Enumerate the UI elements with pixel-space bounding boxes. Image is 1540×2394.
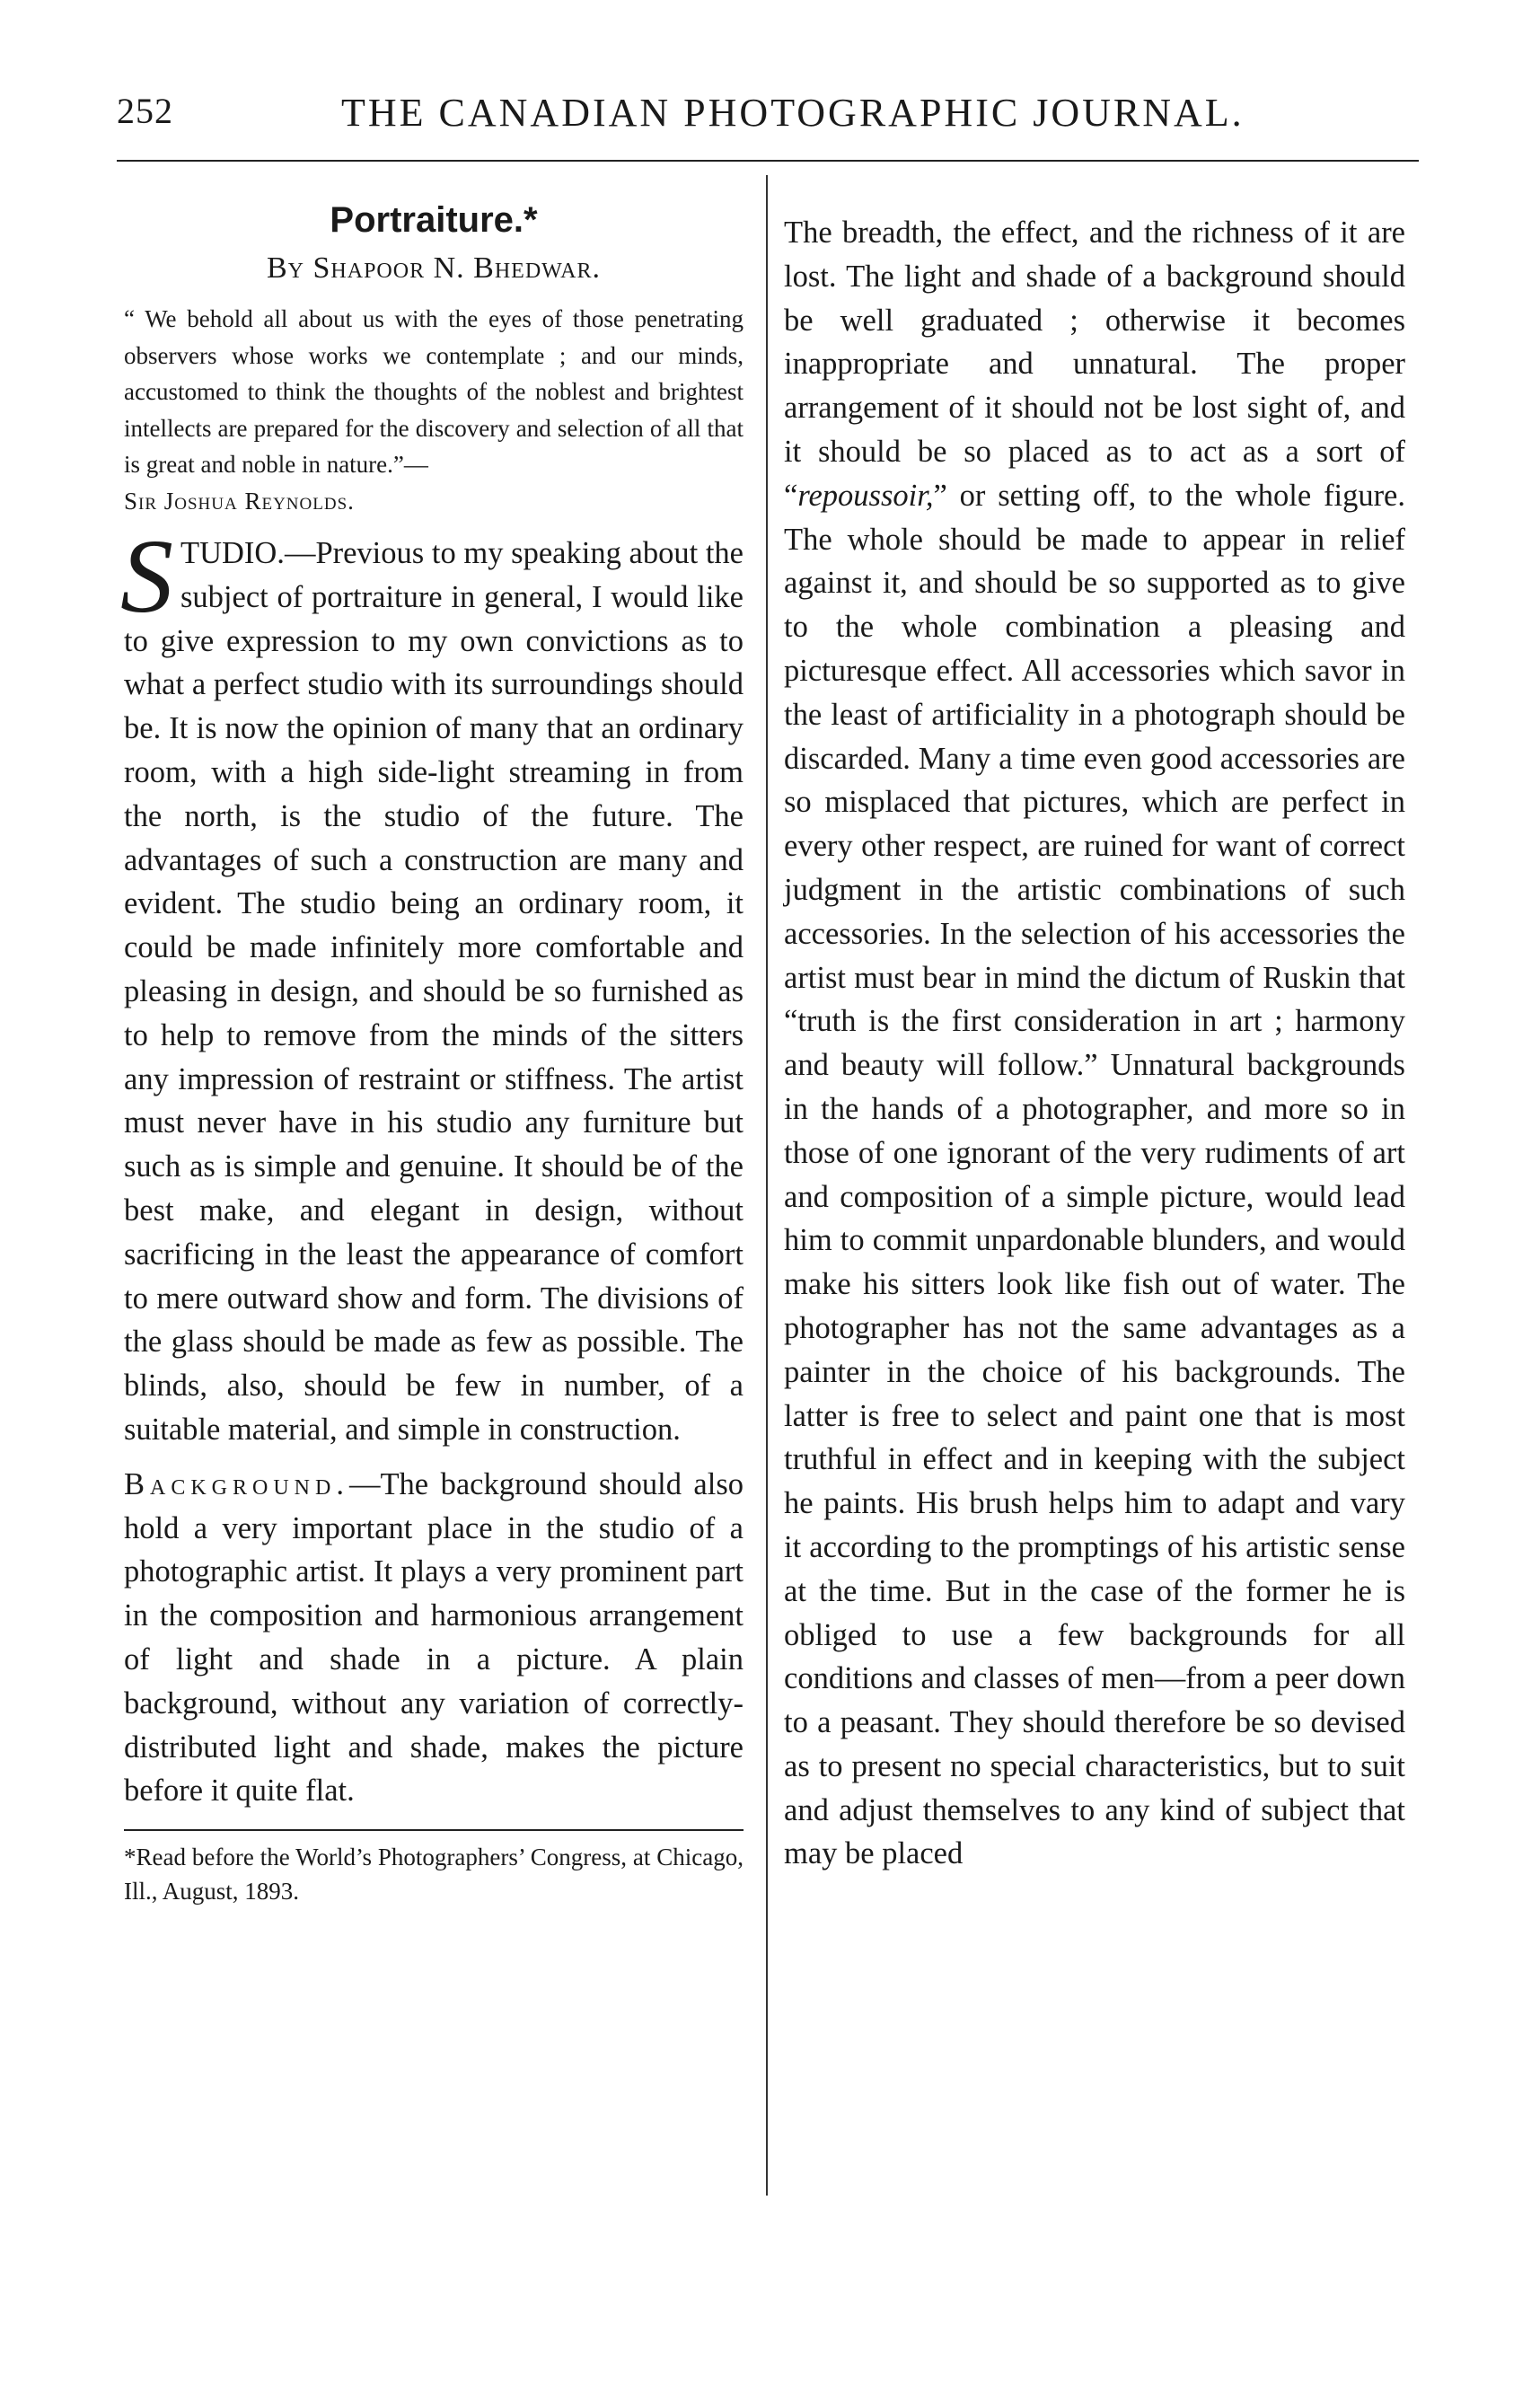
studio-paragraph	[120, 517, 744, 1452]
page-header	[117, 90, 1419, 144]
right-text-part-b: ” or setting off, to the whole figure. The whole should be made to appear in relief against it, and should be so supported as to give to the whole combination a pleasing and picturesque effect. All accessories which savor in the least of artificiality in a photograph should be discarded. Many a time even good accessories are so misplaced that pictures, which are perfect in every other respect, are ruined for want of correct judgment in the artistic combinations of such accessories. In the selection of his accessories the artist must bear in mind the dictum of Ruskin that “truth is the first consideration in art ; harmony and beauty will follow.” Unnatural backgrounds in the hands of a photographer, and more so in those of one ignorant of the very rudiments of art and composition of a simple picture, would lead him to commit unpardonable blunders, and would make his sitters look like fish out of water. The photographer has not the same advantages as a painter in the choice of his backgrounds. The latter is free to select and paint one that is most truthful in effect and in keeping with the subject he paints. His brush helps him to adapt and vary it according to the promptings of his artistic sense at the time. But in the case of the former he is obliged to use a few backgrounds for all conditions and classes of men—from a peer down to a peasant. They should therefore be so devised as to present no special characteristics, but to suit and adjust themselves to any kind of subject that may be placed	[784, 478, 1405, 1871]
column-divider	[766, 175, 768, 2196]
right-column	[784, 211, 1405, 1876]
studio-text: —Previous to my speaking about the subject of portraiture in general, I would like to give expression to my own convictions as to what a perfect studio with its surroundings should be. It is now the opinion of many that an ordinary room, with a high side-light streaming in from the north, is the studio of the future. The advantages of such a construction are many and evident. The studio being an ordinary room, it could be made infinitely more comfortable and pleasing in design, and should be so furnished as to help to remove from the minds of the sitters any impression of restraint or stiffness. The artist must never have in his studio any furniture but such as is simple and genuine. It should be of the best make, and elegant in design, without sacrificing in the least the appearance of comfort to mere outward show and form. The divisions of the glass should be made as few as possible. The blinds, also, should be few in number, of a suitable material, and simple in construction.	[124, 536, 744, 1447]
header-rule	[117, 160, 1419, 162]
footnote: *Read before the World’s Photographers’ Congress, at Chicago, Ill., August, 1893.	[124, 1844, 744, 1906]
epigraph-attribution: Sir Joshua Reynolds.	[124, 487, 355, 515]
article-title: Portraiture.*	[330, 200, 538, 240]
article-author: By Shapoor N. Bhedwar.	[267, 251, 601, 285]
drop-cap: S	[120, 517, 173, 635]
studio-heading: TUDIO.	[180, 536, 285, 570]
repoussoir-term: repoussoir,	[797, 478, 934, 513]
right-text-part-a: The breadth, the effect, and the richness of it are lost. The light and shade of a background should be well graduated ; otherwise it becomes inappropriate and unnatural. The proper arrangement of it should not be lost sight of, and it should be so placed as to act as a sort of “	[784, 216, 1405, 513]
footnote-rule	[124, 1829, 744, 1831]
journal-title: THE CANADIAN PHOTOGRAPHIC JOURNAL.	[341, 91, 1245, 135]
page-number: 252	[117, 91, 173, 131]
epigraph: “ We behold all about us with the eyes of those penetrating observers whose works we contemplate ; and our minds, accustomed to think the thoughts of the noblest and brightest intellects are prepared for the discovery and selection of all that is great and noble in nature.”—	[124, 305, 744, 478]
background-text: —The background should also hold a very important place in the studio of a photographic artist. It plays a very prominent part in the composition and harmonious arrangement of light and shade in a picture. A plain background, without any variation of correctly-distributed light and shade, makes the picture before it quite flat.	[124, 1466, 744, 1809]
right-column-paragraph	[784, 211, 1405, 1876]
left-column	[120, 193, 744, 1908]
background-paragraph	[124, 1463, 744, 1813]
background-heading: Background.	[124, 1466, 349, 1501]
